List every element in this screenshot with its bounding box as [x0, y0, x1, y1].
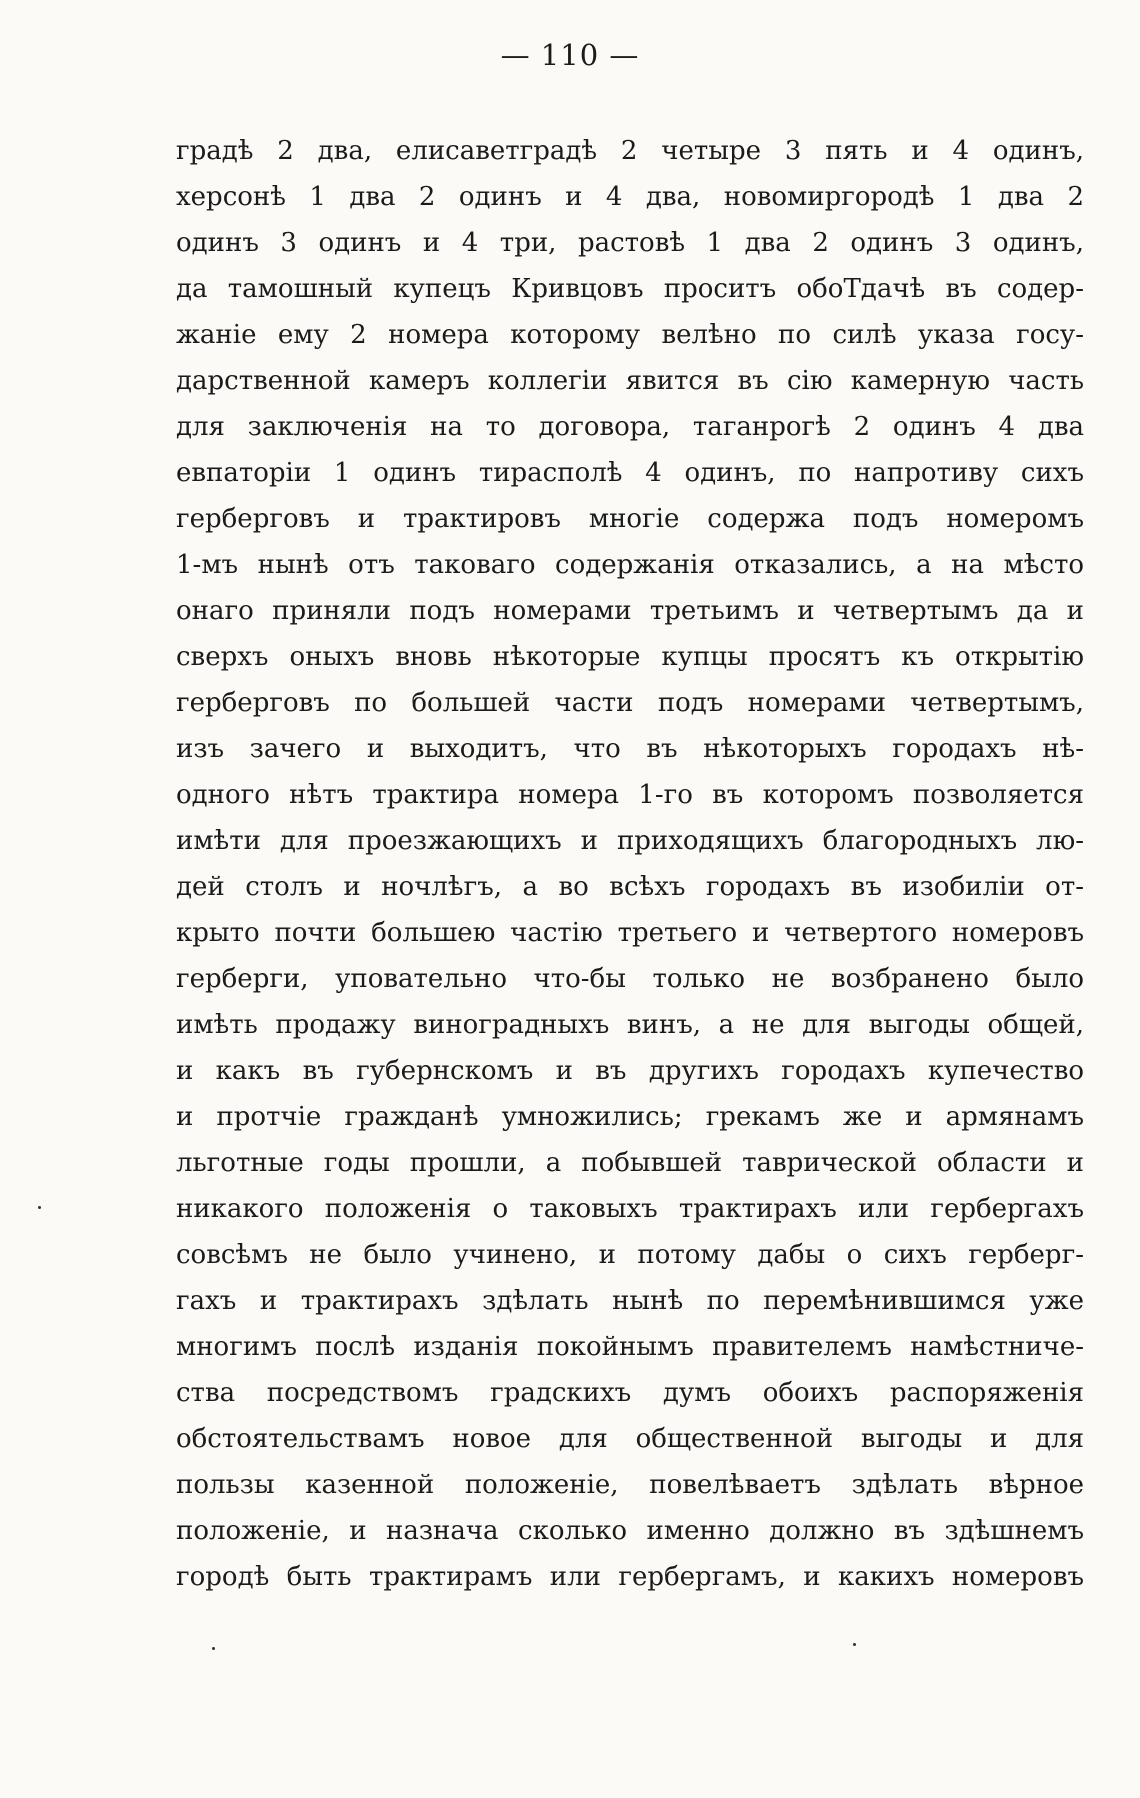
text-line: дарственной камеръ коллегіи явится въ сію камерную часть: [176, 366, 1084, 396]
text-line: ства посредствомъ градскихъ думъ обоихъ распоряженія: [176, 1378, 1084, 1408]
ink-speck: [38, 1206, 41, 1209]
text-line: градѣ 2 два, елисаветградѣ 2 четыре 3 пять и 4 одинъ,: [176, 136, 1084, 166]
text-line: сверхъ оныхъ вновь нѣкоторые купцы просятъ къ открытію: [176, 642, 1084, 672]
text-line: онаго приняли подъ номерами третьимъ и четвертымъ да и: [176, 596, 1084, 626]
body-text: [176, 128, 1084, 1600]
text-line: льготные годы прошли, а побывшей таврической области и: [176, 1148, 1084, 1178]
page-number: — 110 —: [500, 38, 640, 72]
text-line: и какъ въ губернскомъ и въ другихъ городахъ купечество: [176, 1056, 1084, 1086]
text-line: херсонѣ 1 два 2 одинъ и 4 два, новомиргородѣ 1 два 2: [176, 182, 1084, 212]
text-line: имѣти для проезжающихъ и приходящихъ благородныхъ лю-: [176, 826, 1084, 856]
text-line: одинъ 3 одинъ и 4 три, растовѣ 1 два 2 одинъ 3 одинъ,: [176, 228, 1084, 258]
text-line: изъ зачего и выходитъ, что въ нѣкоторыхъ городахъ нѣ-: [176, 734, 1084, 764]
text-line: имѣть продажу виноградныхъ винъ, а не для выгоды общей,: [176, 1010, 1084, 1040]
text-line: да тамошный купецъ Кривцовъ проситъ обоТдачѣ въ содер-: [176, 274, 1084, 304]
text-line: 1-мъ нынѣ отъ таковаго содержанія отказались, а на мѣсто: [176, 550, 1084, 580]
text-line: пользы казенной положеніе, повелѣваетъ здѣлать вѣрное: [176, 1470, 1084, 1500]
ink-speck: [212, 1647, 215, 1650]
text-line: положеніе, и назнача сколько именно должно въ здѣшнемъ: [176, 1516, 1084, 1546]
text-line: герберговъ и трактировъ многіе содержа подъ номеромъ: [176, 504, 1084, 534]
text-line: евпаторіи 1 одинъ тирасполѣ 4 одинъ, по напротиву сихъ: [176, 458, 1084, 488]
text-line: обстоятельствамъ новое для общественной выгоды и для: [176, 1424, 1084, 1454]
text-line: гахъ и трактирахъ здѣлать нынѣ по перемѣнившимся уже: [176, 1286, 1084, 1316]
text-line: городѣ быть трактирамъ или гербергамъ, и какихъ номеровъ: [176, 1562, 1084, 1592]
text-line: и протчіе гражданѣ умножились; грекамъ же и армянамъ: [176, 1102, 1084, 1132]
text-line: дей столъ и ночлѣгъ, а во всѣхъ городахъ въ изобиліи от-: [176, 872, 1084, 902]
text-line: для заключенія на то договора, таганрогѣ 2 одинъ 4 два: [176, 412, 1084, 442]
text-line: герберговъ по большей части подъ номерами четвертымъ,: [176, 688, 1084, 718]
text-line: многимъ послѣ изданія покойнымъ правителемъ намѣстниче-: [176, 1332, 1084, 1362]
ink-speck: [853, 1643, 856, 1646]
text-line: совсѣмъ не было учинено, и потому дабы о сихъ герберг-: [176, 1240, 1084, 1270]
text-line: никакого положенія о таковыхъ трактирахъ или гербергахъ: [176, 1194, 1084, 1224]
text-line: одного нѣтъ трактира номера 1-го въ которомъ позволяется: [176, 780, 1084, 810]
text-line: герберги, уповательно что-бы только не возбранено было: [176, 964, 1084, 994]
text-line: жаніе ему 2 номера которому велѣно по силѣ указа госу-: [176, 320, 1084, 350]
text-line: крыто почти большею частію третьего и четвертого номеровъ: [176, 918, 1084, 948]
